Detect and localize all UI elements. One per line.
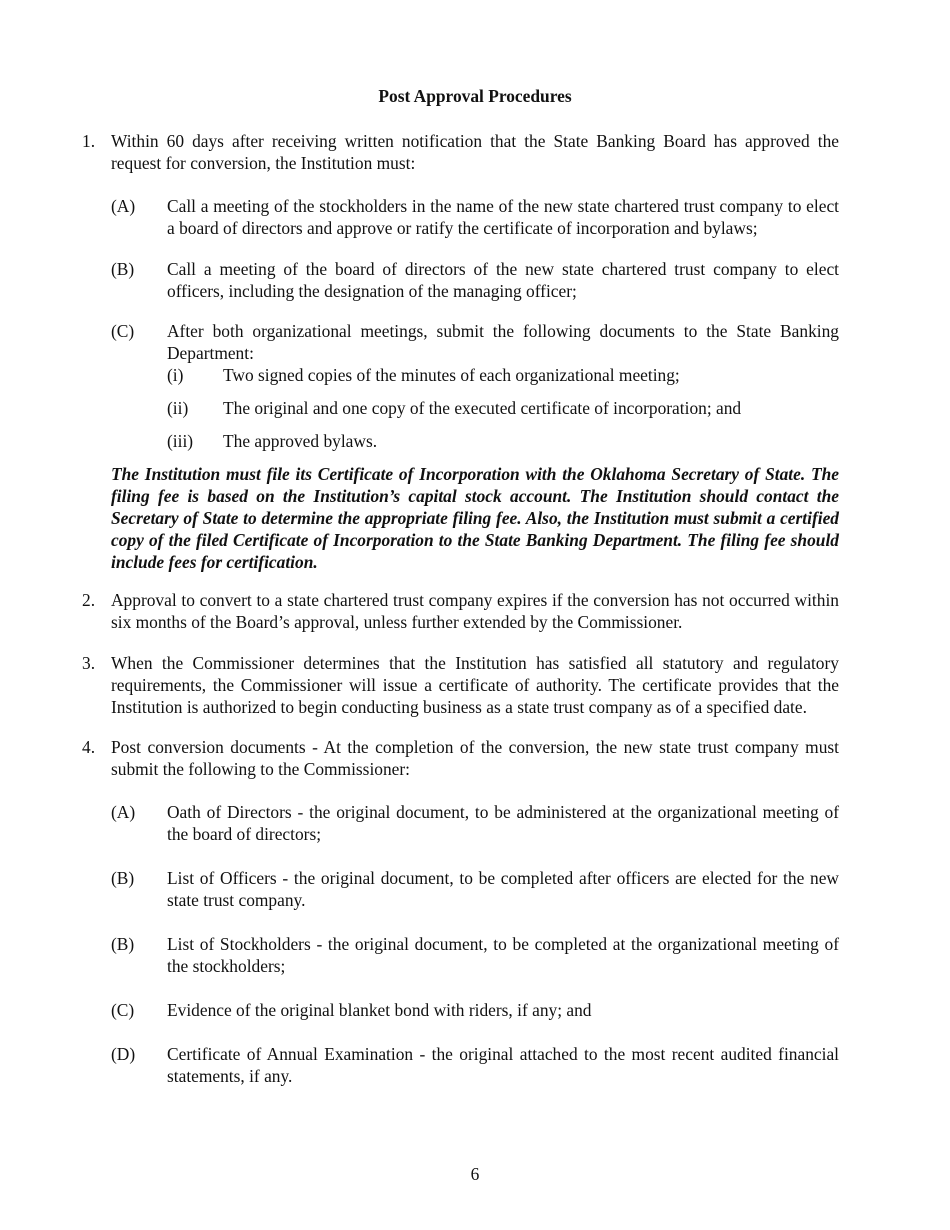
item-1-number: 1. [82, 131, 96, 151]
item-1-sub-c-iii-label: (iii) [167, 431, 194, 451]
item-4-sub-b2-text: List of Stockholders - the original document, to be completed at the organizational meeting of the stockholders; [167, 934, 839, 976]
item-1-sub-c-ii-text: The original and one copy of the executed certificate of incorporation; and [223, 398, 742, 418]
item-1-text: Within 60 days after receiving written notification that the State Banking Board has approved the request for conversion, the Institution must: [111, 131, 839, 173]
item-4-sub-c-text: Evidence of the original blanket bond with riders, if any; and [167, 1000, 592, 1020]
item-1-sub-c-text: After both organizational meetings, submit the following documents to the State Banking Department: [167, 321, 839, 363]
item-4-sub-c-label: (C) [111, 1000, 135, 1020]
item-1-sub-a-text: Call a meeting of the stockholders in the name of the new state chartered trust company to elect a board of directors and approve or ratify the certificate of incorporation and bylaws; [167, 196, 839, 238]
item-1-sub-a-label: (A) [111, 196, 136, 216]
item-1-sub-b-text: Call a meeting of the board of directors of the new state chartered trust company to elect officers, including the designation of the managing officer; [167, 259, 839, 301]
item-3-text: When the Commissioner determines that the Institution has satisfied all statutory and regulatory requirements, the Commissioner will issue a certificate of authority. The certificate provides that the Institution is authorized to begin conducting business as a state trust company as of a specified date. [111, 653, 839, 717]
page-number: 6 [470, 1164, 480, 1184]
item-4-sub-d-text: Certificate of Annual Examination - the original attached to the most recent audited financial statements, if any. [167, 1044, 839, 1086]
item-3-number: 3. [82, 653, 96, 673]
item-4-sub-b-text: List of Officers - the original document, to be completed after officers are elected for the new state trust company. [167, 868, 839, 910]
item-1-sub-c-label: (C) [111, 321, 135, 341]
page-title: Post Approval Procedures [378, 86, 572, 106]
item-4-sub-a-text: Oath of Directors - the original document, to be administered at the organizational meeting of the board of directors; [167, 802, 839, 844]
filing-note: The Institution must file its Certificate of Incorporation with the Oklahoma Secretary of State. The filing fee is based on the Institution’s capital stock account. The Institution should contact the Secretary of State to determine the appropriate filing fee. Also, the Institution must submit a certified copy of the filed Certificate of Incorporation to the State Banking Department. The filing fee should include fees for certification. [111, 464, 839, 572]
item-1-sub-b-label: (B) [111, 259, 135, 279]
item-1-sub-c-i-text: Two signed copies of the minutes of each organizational meeting; [223, 365, 680, 385]
item-2-number: 2. [82, 590, 96, 610]
item-4-text: Post conversion documents - At the completion of the conversion, the new state trust company must submit the following to the Commissioner: [111, 737, 839, 779]
item-4-sub-d-label: (D) [111, 1044, 136, 1064]
item-1-sub-c-i-label: (i) [167, 365, 184, 385]
item-4-sub-b-label: (B) [111, 868, 135, 888]
item-4-sub-a-label: (A) [111, 802, 136, 822]
item-1-sub-c-ii-label: (ii) [167, 398, 189, 418]
item-2-text: Approval to convert to a state chartered trust company expires if the conversion has not occurred within six months of the Board’s approval, unless further extended by the Commissioner. [111, 590, 839, 632]
item-4-number: 4. [82, 737, 96, 757]
item-1-sub-c-iii-text: The approved bylaws. [223, 431, 378, 451]
item-4-sub-b2-label: (B) [111, 934, 135, 954]
